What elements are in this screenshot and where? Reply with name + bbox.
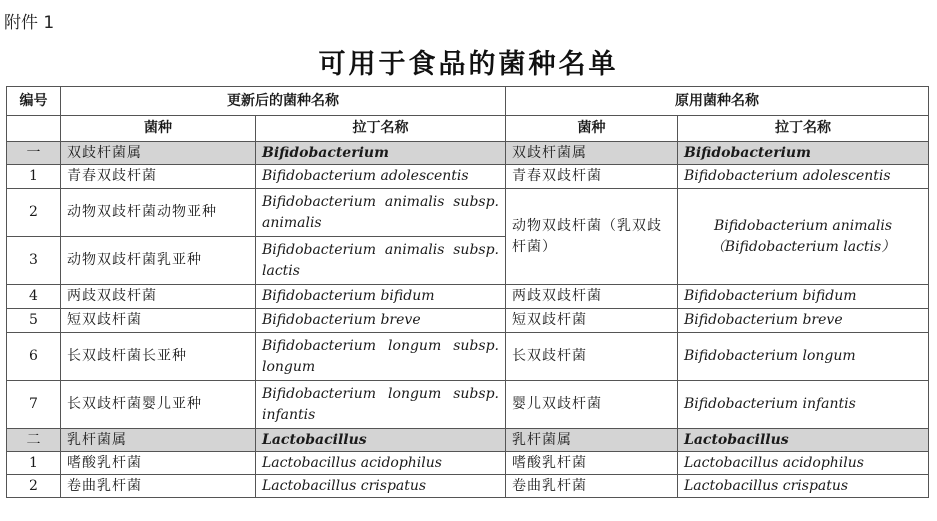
species-cn: 短双歧杆菌 xyxy=(61,309,256,333)
header-latin: 拉丁名称 xyxy=(256,116,506,142)
species-cn: 嗜酸乳杆菌 xyxy=(61,452,256,475)
orig-species-latin xyxy=(678,189,929,285)
species-cn: 动物双歧杆菌乳亚种 xyxy=(61,237,256,285)
orig-species-cn: 嗜酸乳杆菌 xyxy=(506,452,678,475)
row-number: 7 xyxy=(7,381,61,429)
genus-row xyxy=(7,429,929,452)
species-cn: 长双歧杆菌长亚种 xyxy=(61,333,256,381)
genus-row xyxy=(7,142,929,165)
species-latin-line2: lactis xyxy=(262,262,300,279)
header-original-group: 原用菌种名称 xyxy=(506,87,929,116)
table-row xyxy=(7,475,929,498)
table-row xyxy=(7,452,929,475)
species-latin-line2: longum xyxy=(262,358,316,375)
table-row xyxy=(7,285,929,309)
header-no-blank xyxy=(7,116,61,142)
species-latin: Lactobacillus crispatus xyxy=(256,475,506,498)
row-number: 二 xyxy=(7,429,61,452)
row-number: 4 xyxy=(7,285,61,309)
orig-species-cn: 两歧双歧杆菌 xyxy=(506,285,678,309)
orig-species-latin: Lactobacillus acidophilus xyxy=(678,452,929,475)
species-cn: 双歧杆菌属 xyxy=(61,142,256,165)
species-latin-line1: Bifidobacterium longum subsp. xyxy=(262,337,499,354)
species-cn: 乳杆菌属 xyxy=(61,429,256,452)
species-latin: Bifidobacterium adolescentis xyxy=(256,165,506,189)
header-orig-species: 菌种 xyxy=(506,116,678,142)
species-latin: Bifidobacterium xyxy=(256,142,506,165)
species-cn: 两歧双歧杆菌 xyxy=(61,285,256,309)
species-cn: 卷曲乳杆菌 xyxy=(61,475,256,498)
orig-species-cn: 卷曲乳杆菌 xyxy=(506,475,678,498)
header-orig-latin: 拉丁名称 xyxy=(678,116,929,142)
row-number: 3 xyxy=(7,237,61,285)
species-latin: Bifidobacterium bifidum xyxy=(256,285,506,309)
orig-latin-line2: （Bifidobacterium lactis） xyxy=(710,238,896,255)
species-latin-line1: Bifidobacterium animalis subsp. xyxy=(262,241,499,258)
table-row xyxy=(7,333,929,381)
row-number: 1 xyxy=(7,165,61,189)
orig-species-cn: 长双歧杆菌 xyxy=(506,333,678,381)
species-latin: Lactobacillus acidophilus xyxy=(256,452,506,475)
header-row-top xyxy=(7,87,929,116)
row-number: 5 xyxy=(7,309,61,333)
orig-species-cn: 短双歧杆菌 xyxy=(506,309,678,333)
header-updated-group: 更新后的菌种名称 xyxy=(61,87,506,116)
orig-species-cn: 青春双歧杆菌 xyxy=(506,165,678,189)
orig-species-latin: Bifidobacterium bifidum xyxy=(678,285,929,309)
species-table xyxy=(6,86,929,498)
species-latin-line2: animalis xyxy=(262,214,322,231)
row-number: 2 xyxy=(7,189,61,237)
header-species: 菌种 xyxy=(61,116,256,142)
species-latin xyxy=(256,237,506,285)
row-number: 6 xyxy=(7,333,61,381)
species-latin: Lactobacillus xyxy=(256,429,506,452)
attachment-label: 附件 1 xyxy=(4,13,55,33)
orig-latin-line1: Bifidobacterium animalis xyxy=(713,217,893,234)
header-no: 编号 xyxy=(7,87,61,116)
species-latin xyxy=(256,189,506,237)
orig-species-cn: 乳杆菌属 xyxy=(506,429,678,452)
row-number: 1 xyxy=(7,452,61,475)
species-cn: 动物双歧杆菌动物亚种 xyxy=(61,189,256,237)
table-row xyxy=(7,381,929,429)
orig-species-latin: Bifidobacterium breve xyxy=(678,309,929,333)
orig-species-cn: 婴儿双歧杆菌 xyxy=(506,381,678,429)
orig-species-cn: 动物双歧杆菌（乳双歧杆菌） xyxy=(506,189,678,285)
species-latin: Bifidobacterium breve xyxy=(256,309,506,333)
orig-species-latin: Bifidobacterium xyxy=(678,142,929,165)
species-latin xyxy=(256,381,506,429)
species-latin-line1: Bifidobacterium longum subsp. xyxy=(262,385,499,402)
table-row xyxy=(7,309,929,333)
row-number: 一 xyxy=(7,142,61,165)
orig-species-latin: Bifidobacterium longum xyxy=(678,333,929,381)
row-number: 2 xyxy=(7,475,61,498)
table-row xyxy=(7,165,929,189)
orig-species-latin: Bifidobacterium infantis xyxy=(678,381,929,429)
table-row xyxy=(7,189,929,237)
document-title: 可用于食品的菌种名单 xyxy=(318,49,619,80)
species-latin xyxy=(256,333,506,381)
orig-species-latin: Bifidobacterium adolescentis xyxy=(678,165,929,189)
species-cn: 青春双歧杆菌 xyxy=(61,165,256,189)
species-latin-line1: Bifidobacterium animalis subsp. xyxy=(262,193,499,210)
species-latin-line2: infantis xyxy=(262,406,316,423)
orig-species-latin: Lactobacillus xyxy=(678,429,929,452)
orig-species-latin: Lactobacillus crispatus xyxy=(678,475,929,498)
header-row-sub xyxy=(7,116,929,142)
orig-species-cn: 双歧杆菌属 xyxy=(506,142,678,165)
species-cn: 长双歧杆菌婴儿亚种 xyxy=(61,381,256,429)
